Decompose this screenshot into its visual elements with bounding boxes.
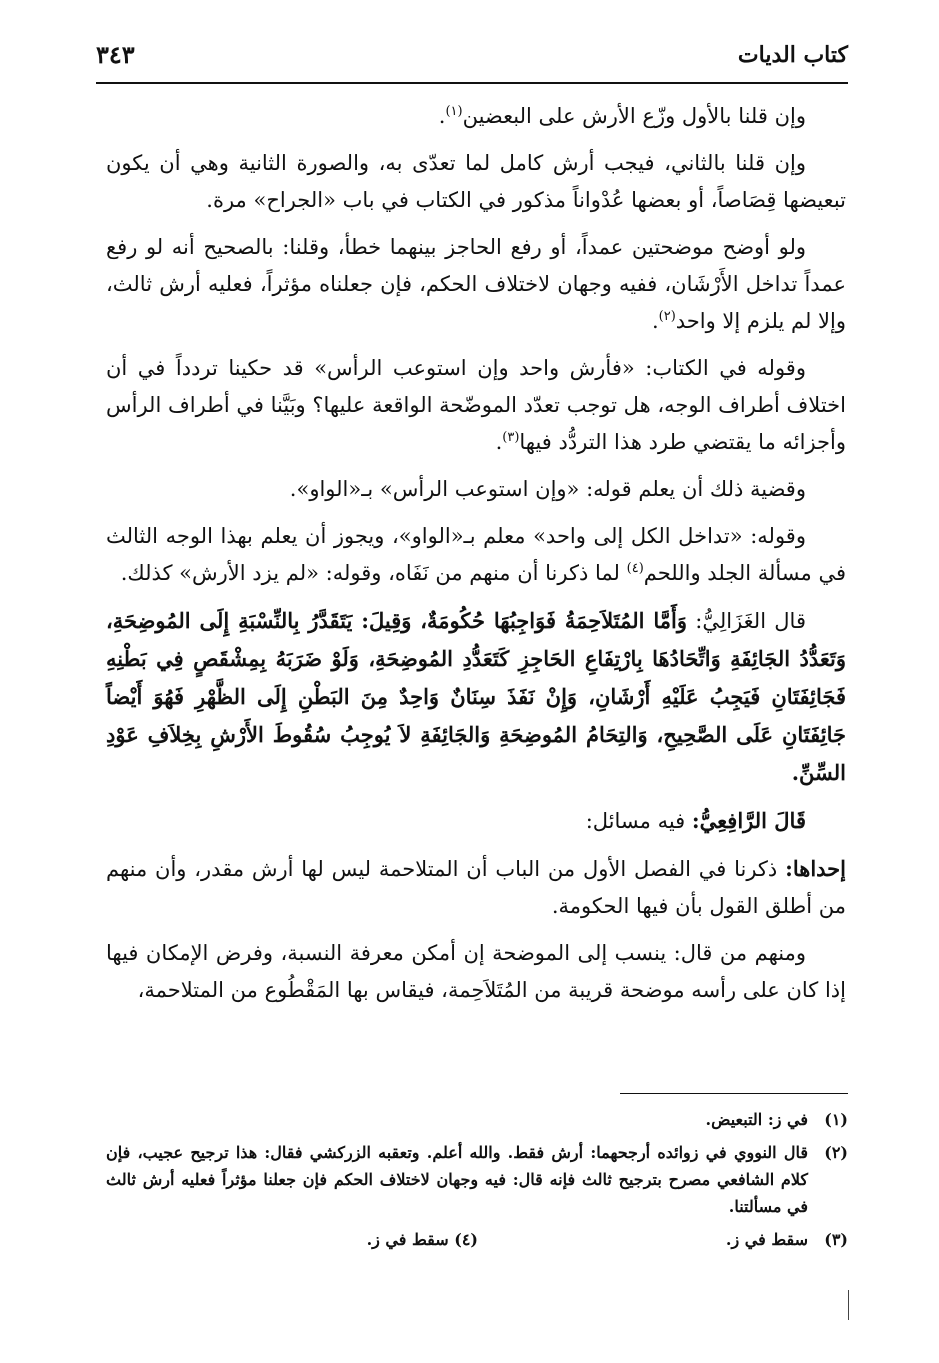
footnote-ref-4[interactable]: (٤) (626, 561, 644, 576)
rafii-text: فيه مسائل: (585, 809, 686, 833)
rafii-lead: قَالَ الرَّافِعِيُّ: (691, 808, 806, 833)
page-number: ٣٤٣ (96, 40, 135, 69)
ihdaha-paragraph (106, 850, 846, 925)
running-header (96, 36, 848, 84)
ghazali-paragraph (106, 602, 846, 792)
footnote-2 (106, 1139, 848, 1220)
rafii-paragraph (106, 802, 846, 840)
footnote-text: قال النووي في زوائده أرجحهما: أرش فقط. والله أعلم. وتعقبه الزركشي فقال: هذا ترجيح عجيب، فإن كلام الشافعي مصرح بترجيح ثالث فإنه قال: فيه وجهان لاختلاف الحكم فإن جعلنا مؤثراً فعليه أرش ثالث في مسألتنا. (106, 1143, 808, 1216)
footnotes (106, 1106, 848, 1259)
main-text (106, 98, 846, 1019)
footnote-number: (٣) (824, 1230, 848, 1249)
last-paragraph: ومنهم من قال: ينسب إلى الموضحة إن أمكن معرفة النسبة، وفرض الإمكان فيها إذا كان على رأسه موضحة قريبة من المُتَلاَحِمة، فيقاس بها المَقْطُوع من المتلاحمة، (106, 941, 846, 1002)
footnote-ref-1[interactable]: (١) (445, 104, 463, 119)
ihdaha-text: ذكرنا في الفصل الأول من الباب أن المتلاحمة ليس لها أرش مقدر، وأن منهم من أطلق القول بأن فيها الحكومة. (106, 857, 846, 918)
paragraph-1: وإن قلنا بالأول وزّع الأرش على البعضين$^{(١)}$. (438, 104, 806, 128)
paragraph-4: وقوله في الكتاب: «فأرش واحد وإن استوعب الرأس» قد حكينا تردداً في أن اختلاف أطراف الوجه، هل توجب تعدّد الموضّحة الواقعة عليها؟ وبَيَّنا في أطراف الرأس وأجزائه ما يقتضي طرد هذا التردُّد فيها$^{(٣)}$. (106, 356, 846, 454)
ghazali-text: وَأَمَّا المُتَلاَحِمَةُ فَوَاجِبُهَا حُكُومَةٌ، وَقِيلَ: يَتَقَدَّرُ بِالنِّسْبَةِ إِلَى المُوضِحَةِ، وَتَعَدُّدُ الجَائِفَةِ وَاتِّحَادُهَا بِارْتِفَاعِ الحَاجِزِ كَتَعَدُّدِ المُوضِحَةِ، وَلَوْ ضَرَبَهُ بِمِشْقَصٍ فِي بَطْنِهِ فَجَائِفَتَانِ فَيَجِبُ عَلَيْهِ أَرْشَانِ، وَإِنْ نَفَذَ سِنَانٌ وَاحِدٌ مِنَ البَطْنِ إِلَى الظَّهْرِ فَهُوَ أَيْضاً جَائِفَتَانِ عَلَى الصَّحِيحِ، وَالتِحَامُ المُوضِحَةِ وَالجَائِفَةِ لاَ يُوجِبُ سُقُوطَ الأَرْشِ بِخِلاَفِ عَوْدِ السِّنِّ. (106, 608, 846, 785)
ghazali-lead: قال الغَزَالِيُّ: (695, 609, 806, 633)
footnote-number: (٢) (824, 1143, 848, 1162)
footnote-3-4 (106, 1226, 848, 1253)
footnote-separator (620, 1093, 848, 1094)
footnote-number: (١) (824, 1110, 848, 1129)
paragraph-5: وقضية ذلك أن يعلم قوله: «وإن استوعب الرأس» بـ«الواو». (289, 477, 806, 501)
footnote-number-4: (٤) سقط في ز. (366, 1230, 478, 1249)
margin-mark (848, 1290, 849, 1320)
ihdaha-lead: إحداها: (785, 856, 846, 881)
paragraph-2: وإن قلنا بالثاني، فيجب أرش كامل لما تعدّى به، والصورة الثانية وهي أن يكون تبعيضها قِصَاصاً، أو بعضها عُدْواناً مذكور في الكتاب في باب «الجراح» مرة. (106, 151, 846, 212)
footnote-ref-2[interactable]: (٢) (658, 309, 676, 324)
footnote-1 (106, 1106, 848, 1133)
footnote-text: في ز: التبعيض. (705, 1110, 808, 1129)
paragraph-3: ولو أوضح موضحتين عمداً، أو رفع الحاجز بينهما خطأ، وقلنا: بالصحيح أنه لو رفع عمداً تداخل الأَرْشَان، ففيه وجهان لاختلاف الحكم، فإن جعلناه مؤثراً، فعليه أرش ثالث، وإلا لم يلزم إلا واحد$^{(٢)}$. (106, 235, 846, 333)
footnote-ref-3[interactable]: (٣) (502, 430, 520, 445)
header-title: كتاب الديات (737, 42, 848, 68)
footnote-text: سقط في ز. (725, 1230, 808, 1249)
paragraph-6: وقوله: «تداخل الكل إلى واحد» معلم بـ«الواو»، ويجوز أن يعلم بهذا الوجه الثالث في مسألة الجلد واللحم$^{(٤)}$ لما ذكرنا أن منهم من نَفَاه، وقوله: «لم يزد الأرش» كذلك. (106, 524, 846, 585)
